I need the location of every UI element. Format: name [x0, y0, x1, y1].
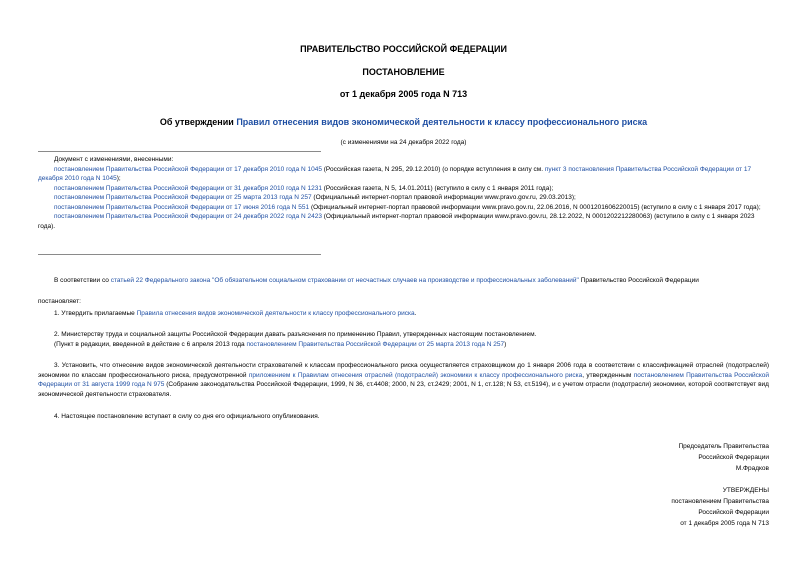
preamble	[38, 276, 769, 286]
gov-heading: ПРАВИТЕЛЬСТВО РОССИЙСКОЙ ФЕДЕРАЦИИ	[300, 44, 507, 54]
change-link[interactable]: постановлением Правительства Российской Федерации от 17 июня 2016 года N 551	[54, 203, 310, 211]
change-item	[38, 165, 769, 184]
resolves-text: постановляет:	[38, 298, 81, 305]
change-text: (Российская газета, N 295, 29.12.2010) (о порядке вступления в силу см.	[321, 165, 545, 173]
approval-date: от 1 декабря 2005 года N 713	[680, 520, 769, 527]
change-link[interactable]: пункт 3 постановления Правительства Российской Федерации от 17 декабря 2010 года N 1045	[38, 165, 752, 182]
rules-link[interactable]: Правила отнесения видов экономической деятельности к классу профессионального риска	[136, 310, 415, 317]
text-run: , утвержденным	[582, 371, 634, 379]
change-link[interactable]: постановлением Правительства Российской Федерации от 31 декабря 2010 года N 1231	[54, 184, 322, 192]
signature-block	[678, 441, 769, 474]
change-item	[38, 212, 769, 231]
change-text: (Официальный интернет-портал правовой информации www.pravo.gov.ru, 28.12.2022, N 0001202212280063) (вступило в силу с 1 января 2023 года).	[38, 213, 755, 230]
signature-position: Председатель Правительства	[678, 443, 769, 450]
clause-3	[38, 361, 769, 399]
amendment-link[interactable]: постановлением Правительства Российской Федерации от 25 марта 2013 года N 257	[246, 340, 505, 348]
doc-type-heading: ПОСТАНОВЛЕНИЕ	[362, 67, 445, 77]
approval-org: Российской Федерации	[698, 509, 769, 516]
title-rules-link[interactable]: Правил отнесения видов экономической деятельности к классу профессионального риска	[236, 117, 648, 127]
clause-1	[38, 309, 769, 319]
resolves	[38, 297, 769, 307]
change-item	[38, 184, 769, 194]
doc-date-heading: от 1 декабря 2005 года N 713	[339, 89, 468, 99]
clause-1-text	[38, 309, 769, 319]
approval-heading: УТВЕРЖДЕНЫ	[722, 487, 769, 494]
approval-block	[671, 485, 769, 529]
change-link[interactable]: постановлением Правительства Российской Федерации от 24 декабря 2022 года N 2423	[54, 213, 322, 220]
title-prefix: Об утверждении	[159, 117, 237, 127]
change-item	[38, 203, 769, 213]
clause-2-note	[38, 340, 769, 350]
text-run: 1. Утвердить прилагаемые	[54, 310, 137, 317]
changes-block	[38, 155, 769, 231]
clause-2-text: 2. Министерству труда и социальной защиты Российской Федерации давать разъяснения по применению Правил, утвержденных настоящим постановлением.	[54, 331, 537, 338]
change-text: (Российская газета, N 5, 14.01.2011) (вступило в силу с 1 января 2011 года);	[321, 184, 554, 192]
change-link[interactable]: постановлением Правительства Российской Федерации от 25 марта 2013 года N 257	[54, 194, 312, 201]
text-run: Правительство Российской Федерации	[578, 277, 699, 284]
approval-by: постановлением Правительства	[671, 498, 769, 505]
signature-org: Российской Федерации	[698, 454, 769, 461]
clause-4	[38, 412, 769, 422]
clause-4-text: 4. Настоящее постановление вступает в силу со дня его официального опубликования.	[54, 413, 320, 420]
text-run: (Пункт в редакции, введенной в действие с 6 апреля 2013 года	[54, 340, 247, 348]
changes-top-divider	[38, 151, 321, 152]
signature-name: М.Фрадков	[735, 465, 769, 472]
law-article-link[interactable]: статьей 22 Федерального закона "Об обязательном социальном страховании от несчастных случаев на производстве и профессиональных заболеваний"	[110, 277, 579, 284]
change-text: (Официальный интернет-портал правовой информации www.pravo.gov.ru, 22.06.2016, N 0001201606220015) (вступило в силу с 1 января 2017 года);	[309, 203, 761, 211]
text-run: )	[504, 340, 507, 348]
change-item	[38, 193, 769, 203]
clause-3-text	[38, 361, 769, 399]
revision-note: (с изменениями на 24 декабря 2022 года)	[340, 139, 467, 146]
text-run: В соответствии со	[54, 277, 111, 284]
document-title	[0, 117, 807, 127]
change-text: (Официальный интернет-портал правовой информации www.pravo.gov.ru, 29.03.2013);	[311, 194, 576, 201]
change-text: );	[116, 175, 121, 182]
changes-intro: Документ с изменениями, внесенными:	[54, 156, 174, 163]
clause-2	[38, 330, 769, 349]
text-run: .	[414, 310, 417, 317]
change-link[interactable]: постановлением Правительства Российской Федерации от 17 декабря 2010 года N 1045	[54, 165, 322, 173]
resolution-975-link[interactable]: постановлением Правительства Российской Федерации от 31 августа 1999 года N 975	[38, 371, 770, 388]
text-run: (Собрание законодательства Российской Федерации, 1999, N 36, ст.4408; 2000, N 23, ст.2429; 2001, N 1, ст.128; N 53, ст.5194), и с учетом отрасли (подотрасли) экономики, которой соответствует вид экономической деятельности страхователя.	[38, 381, 769, 398]
changes-bottom-divider	[38, 254, 321, 255]
preamble-text	[38, 276, 769, 286]
text-run: 3. Установить, что отнесение видов экономической деятельности страхователей к классам профессионального риска осуществляется страховщиком до 1 января 2006 года в соответствии с классификацией отраслей (подотраслей) экономики по классам профессионального риска, предусмотренной	[38, 362, 769, 379]
appendix-link[interactable]: приложением к Правилам отнесения отраслей (подотраслей) экономики к классу профессионального риска	[248, 371, 583, 379]
